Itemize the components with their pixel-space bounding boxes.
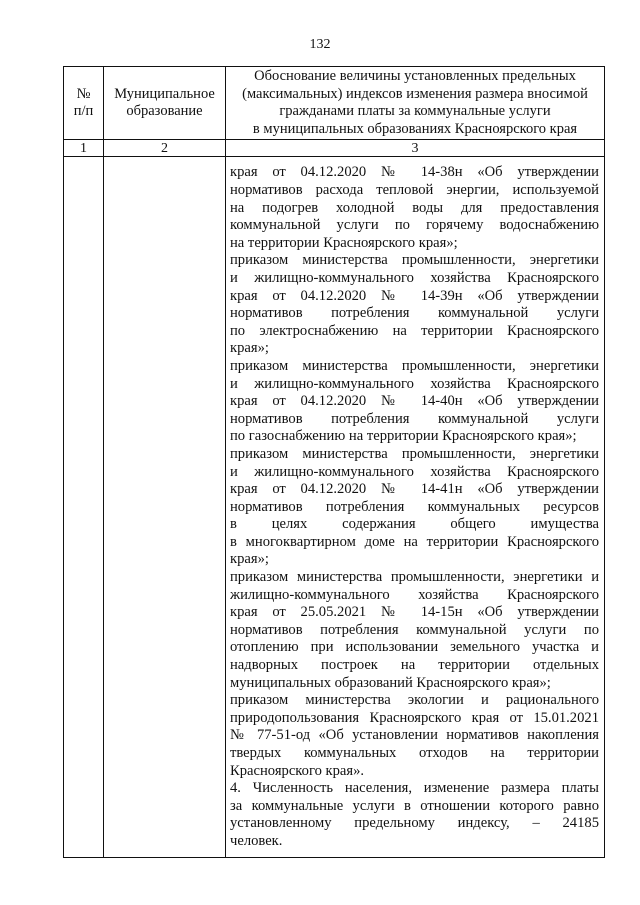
text-line: края от 04.12.2020 № 14-41н «Об утверждении xyxy=(230,481,599,498)
text-line: Красноярского края». xyxy=(230,762,365,779)
header-justification-line: в муниципальных образованиях Красноярского края xyxy=(252,120,578,137)
text-line: приказом министерства промышленности, энергетики xyxy=(230,445,599,462)
header-justification-line: гражданами платы за коммунальные услуги xyxy=(279,103,551,119)
text-line: природопользования Красноярского края от 15.01.2021 xyxy=(230,709,599,726)
text-line: и жилищно-коммунального хозяйства Красноярского xyxy=(230,269,599,286)
text-line: в целях содержания общего имущества xyxy=(230,516,599,533)
text-line: приказом министерства промышленности, энергетики xyxy=(230,357,599,374)
text-line: установленному предельному индексу, – 24185 xyxy=(230,815,599,832)
text-line: нормативов потребления коммунальной услуги по xyxy=(230,621,599,638)
text-line: на подогрев холодной воды для предоставления xyxy=(230,199,599,216)
justification-cell xyxy=(226,157,605,858)
header-municipality-line: Муниципальное xyxy=(114,86,215,102)
text-line: на территории Красноярского края»; xyxy=(230,234,458,251)
header-justification-line: (максимальных) индексов изменения размера вносимой xyxy=(242,85,588,102)
text-line: по электроснабжению на территории Красноярского xyxy=(230,322,599,339)
table-header-row xyxy=(64,67,605,140)
text-line: края»; xyxy=(230,340,269,357)
table-row xyxy=(64,157,605,858)
text-line: нормативов потребления коммунальной услуги xyxy=(230,410,599,427)
text-line: края»; xyxy=(230,551,269,568)
text-line: края от 04.12.2020 № 14-40н «Об утверждении xyxy=(230,393,599,410)
justification-text xyxy=(226,163,604,850)
text-line: нормативов потребления коммунальной услуги xyxy=(230,305,599,322)
text-line: 4. Численность населения, изменение размера платы xyxy=(230,780,599,797)
text-line: жилищно-коммунального хозяйства Красноярского xyxy=(230,586,599,603)
text-line: отоплению при использовании земельного участка и xyxy=(230,639,599,656)
header-num xyxy=(64,67,104,140)
text-line: нормативов потребления коммунальных ресурсов xyxy=(230,498,599,515)
header-num-line: п/п xyxy=(73,103,94,119)
text-line: приказом министерства промышленности, энергетики и xyxy=(230,569,599,586)
text-line: надворных построек на территории отдельных xyxy=(230,657,599,674)
text-line: края от 25.05.2021 № 14-15н «Об утверждении xyxy=(230,604,599,621)
num-cell xyxy=(64,157,104,858)
text-line: за коммунальные услуги в отношении которого равно xyxy=(230,797,599,814)
column-number: 1 xyxy=(64,140,104,157)
text-line: человек. xyxy=(230,832,283,849)
header-justification xyxy=(226,67,605,140)
text-line: твердых коммунальных отходов на территории xyxy=(230,745,599,762)
text-line: № 77-51-од «Об установлении нормативов накопления xyxy=(230,727,599,744)
column-number: 3 xyxy=(226,140,605,157)
text-line: в многоквартирном доме на территории Красноярского xyxy=(230,533,599,550)
header-justification-line: Обоснование величины установленных предельных xyxy=(254,68,576,84)
header-municipality-line: образование xyxy=(126,103,203,119)
page-number: 132 xyxy=(309,37,331,52)
text-line: нормативов расхода тепловой энергии, используемой xyxy=(230,182,599,199)
text-line: муниципальных образований Красноярского края»; xyxy=(230,674,551,691)
header-num-line: № xyxy=(76,86,91,102)
text-line: и жилищно-коммунального хозяйства Красноярского xyxy=(230,463,599,480)
text-line: и жилищно-коммунального хозяйства Красноярского xyxy=(230,375,599,392)
column-number-row xyxy=(64,140,605,157)
text-line: по газоснабжению на территории Красноярского края»; xyxy=(230,428,577,445)
text-line: коммунальной услуги по горячему водоснабжению xyxy=(230,217,599,234)
text-line: приказом министерства промышленности, энергетики xyxy=(230,252,599,269)
municipality-cell xyxy=(104,157,226,858)
justification-table xyxy=(63,66,605,858)
header-municipality xyxy=(104,67,226,140)
text-line: приказом министерства экологии и рационального xyxy=(230,692,599,709)
text-line: края от 04.12.2020 № 14-38н «Об утверждении xyxy=(230,164,599,181)
column-number: 2 xyxy=(104,140,226,157)
text-line: края от 04.12.2020 № 14-39н «Об утверждении xyxy=(230,287,599,304)
